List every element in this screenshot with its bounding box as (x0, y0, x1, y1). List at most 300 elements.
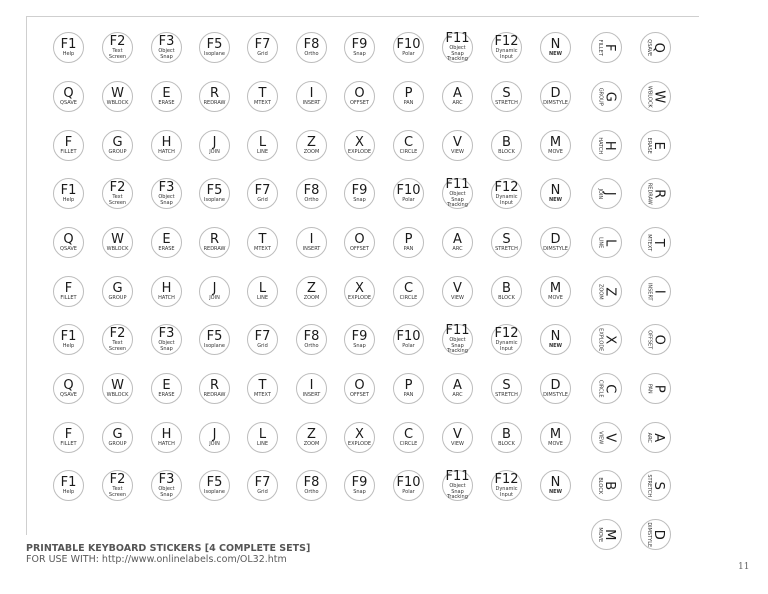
sticker-command-label: FILLET (60, 294, 77, 301)
sticker-command-label: OFFSET (350, 391, 369, 398)
key-sticker (591, 324, 622, 355)
sticker-command-label: Ortho (304, 342, 319, 349)
sticker-command-label: NEW (548, 342, 563, 349)
sticker-command-label: INSERT (302, 391, 321, 398)
key-sticker (344, 373, 375, 404)
key-sticker (640, 519, 671, 550)
key-sticker (247, 130, 278, 161)
sticker-command-label: CIRCLE (399, 148, 418, 155)
sticker-key-letter: E (162, 85, 171, 101)
key-sticker (247, 227, 278, 258)
sticker-key-letter: H (161, 280, 172, 296)
sticker-key-letter: F3 (158, 180, 175, 195)
sticker-command-label: REDRAW (203, 99, 226, 106)
key-sticker (151, 324, 182, 355)
sticker-key-letter: Z (307, 280, 316, 296)
sticker-command-label: Grid (257, 50, 268, 57)
sticker-key-letter: F7 (254, 474, 271, 490)
key-sticker (247, 32, 278, 63)
sticker-command-label: STRETCH (646, 474, 653, 497)
key-sticker (199, 470, 230, 501)
sticker-command-label: QSAVE (60, 245, 77, 252)
sticker-command-label: MOVE (548, 148, 563, 155)
sticker-key-letter: D (651, 529, 667, 540)
sticker-key-letter: F12 (494, 472, 519, 487)
sticker-command-label: EXPLODE (347, 440, 372, 447)
sticker-key-letter: Z (307, 134, 316, 150)
sticker-command-label: OFFSET (646, 330, 653, 349)
sticker-key-letter: L (602, 238, 618, 247)
sticker-key-letter: P (651, 384, 667, 393)
key-sticker (640, 373, 671, 404)
key-sticker (640, 227, 671, 258)
sticker-key-letter: B (502, 134, 511, 150)
key-sticker (640, 178, 671, 209)
key-sticker (591, 470, 622, 501)
key-sticker (591, 178, 622, 209)
sticker-command-label: Grid (257, 342, 268, 349)
sticker-key-letter: F7 (254, 328, 271, 344)
sticker-command-label: Object Snap (158, 48, 175, 60)
sticker-key-letter: R (651, 188, 667, 199)
sticker-command-label: EXPLODE (597, 327, 604, 352)
sticker-key-letter: A (453, 231, 462, 247)
key-sticker (442, 178, 473, 209)
sticker-command-label: Ortho (304, 50, 319, 57)
key-sticker (296, 324, 327, 355)
key-sticker (591, 81, 622, 112)
sticker-command-label: Isoplane (203, 50, 225, 57)
sticker-command-label: MTEXT (254, 391, 271, 398)
sticker-command-label: FILLET (60, 440, 77, 447)
sticker-command-label: BLOCK (597, 477, 604, 494)
key-sticker (491, 422, 522, 453)
sticker-key-letter: O (354, 85, 365, 101)
sticker-command-label: ERASE (646, 137, 653, 154)
page-border-top (26, 16, 699, 17)
key-sticker (151, 227, 182, 258)
page-border-left (26, 16, 27, 535)
sticker-command-label: PAN (403, 245, 414, 252)
sticker-key-letter: C (403, 426, 414, 442)
sticker-command-label: REDRAW (203, 391, 226, 398)
sticker-command-label: JOIN (209, 440, 220, 447)
sticker-command-label: FILLET (597, 39, 604, 56)
sticker-key-letter: F2 (109, 180, 126, 195)
sticker-key-letter: J (212, 280, 217, 296)
sticker-command-label: QSAVE (60, 391, 77, 398)
sticker-key-letter: F12 (494, 180, 519, 195)
sticker-key-letter: B (502, 426, 511, 442)
sticker-command-label: LINE (256, 294, 269, 301)
key-sticker (393, 81, 424, 112)
sticker-command-label: ERASE (158, 99, 175, 106)
key-sticker (491, 373, 522, 404)
sticker-key-letter: V (453, 134, 462, 150)
sticker-key-letter: V (453, 426, 462, 442)
key-sticker (393, 130, 424, 161)
key-sticker (102, 373, 133, 404)
sticker-key-letter: F9 (351, 36, 368, 52)
sticker-command-label: Dynamic Input (495, 194, 518, 206)
key-sticker (247, 373, 278, 404)
sticker-command-label: Object Snap (158, 194, 175, 206)
sticker-key-letter: M (602, 528, 618, 541)
key-sticker (344, 32, 375, 63)
sticker-command-label: EXPLODE (347, 294, 372, 301)
sticker-command-label: Text Screen (108, 486, 127, 498)
sticker-key-letter: F7 (254, 182, 271, 198)
sticker-command-label: REDRAW (203, 245, 226, 252)
key-sticker (199, 178, 230, 209)
sticker-key-letter: J (602, 191, 618, 196)
sticker-command-label: PAN (646, 383, 653, 394)
sticker-command-label: WBLOCK (106, 245, 129, 252)
key-sticker (53, 373, 84, 404)
sticker-key-letter: F11 (445, 469, 470, 485)
sticker-command-label: QSAVE (60, 99, 77, 106)
key-sticker (393, 422, 424, 453)
sticker-command-label: GROUP (108, 440, 127, 447)
sticker-command-label: Help (62, 50, 75, 57)
sticker-key-letter: H (161, 426, 172, 442)
sticker-key-letter: F (64, 426, 73, 442)
key-sticker (540, 32, 571, 63)
sticker-command-label: PAN (403, 99, 414, 106)
key-sticker (393, 373, 424, 404)
key-sticker (640, 422, 671, 453)
key-sticker (53, 422, 84, 453)
key-sticker (53, 276, 84, 307)
key-sticker (344, 227, 375, 258)
sticker-command-label: HATCH (158, 440, 175, 447)
key-sticker (442, 81, 473, 112)
sticker-key-letter: F (64, 280, 73, 296)
sticker-key-letter: D (550, 85, 561, 101)
sticker-command-label: Snap (353, 342, 366, 349)
sticker-key-letter: F8 (303, 474, 320, 490)
key-sticker (102, 470, 133, 501)
sticker-command-label: BLOCK (498, 148, 515, 155)
sticker-key-letter: F5 (206, 182, 223, 198)
key-sticker (53, 324, 84, 355)
sticker-command-label: STRETCH (495, 99, 518, 106)
sticker-key-letter: F11 (445, 323, 470, 339)
key-sticker (247, 470, 278, 501)
sticker-command-label: LINE (597, 236, 604, 249)
key-sticker (491, 227, 522, 258)
sticker-key-letter: H (161, 134, 172, 150)
sticker-key-letter: F12 (494, 34, 519, 49)
key-sticker (591, 373, 622, 404)
sticker-command-label: CIRCLE (597, 379, 604, 398)
sticker-command-label: MOVE (548, 294, 563, 301)
sticker-command-label: INSERT (302, 245, 321, 252)
sticker-command-label: ERASE (158, 245, 175, 252)
sticker-key-letter: W (651, 90, 667, 103)
sticker-command-label: ARC (452, 391, 463, 398)
key-sticker (540, 470, 571, 501)
sticker-key-letter: F1 (60, 182, 77, 198)
sticker-command-label: MTEXT (254, 99, 271, 106)
sticker-key-letter: F10 (396, 328, 421, 344)
sticker-key-letter: X (355, 426, 364, 442)
sticker-key-letter: G (112, 280, 123, 296)
key-sticker (247, 324, 278, 355)
sticker-key-letter: N (550, 182, 561, 198)
key-sticker (491, 130, 522, 161)
sticker-key-letter: I (651, 289, 667, 294)
sticker-command-label: JOIN (597, 188, 604, 199)
sticker-command-label: Text Screen (108, 48, 127, 60)
sticker-command-label: Snap (353, 196, 366, 203)
key-sticker (247, 422, 278, 453)
sticker-command-label: VIEW (451, 440, 464, 447)
sticker-key-letter: F2 (109, 34, 126, 49)
sticker-command-label: Help (62, 488, 75, 495)
sticker-key-letter: M (549, 426, 562, 442)
sticker-key-letter: F9 (351, 328, 368, 344)
sticker-command-label: Isoplane (203, 196, 225, 203)
sticker-command-label: Ortho (304, 488, 319, 495)
sticker-command-label: WBLOCK (646, 85, 653, 108)
sticker-command-label: Dynamic Input (495, 48, 518, 60)
key-sticker (344, 81, 375, 112)
sticker-key-letter: D (550, 377, 561, 393)
key-sticker (296, 227, 327, 258)
sticker-command-label: Dynamic Input (495, 340, 518, 352)
key-sticker (640, 130, 671, 161)
key-sticker (344, 130, 375, 161)
sticker-command-label: GROUP (108, 148, 127, 155)
sticker-key-letter: F (602, 43, 618, 52)
key-sticker (151, 276, 182, 307)
sticker-key-letter: W (111, 85, 124, 101)
key-sticker (296, 32, 327, 63)
sticker-command-label: Object Snap (158, 486, 175, 498)
sticker-command-label: INSERT (646, 282, 653, 301)
sticker-key-letter: F1 (60, 328, 77, 344)
sticker-command-label: MTEXT (254, 245, 271, 252)
sticker-key-letter: X (355, 134, 364, 150)
key-sticker (102, 324, 133, 355)
sticker-key-letter: J (212, 426, 217, 442)
sticker-command-label: STRETCH (495, 391, 518, 398)
sticker-key-letter: Q (651, 42, 667, 53)
key-sticker (491, 178, 522, 209)
key-sticker (247, 178, 278, 209)
sticker-key-letter: S (502, 85, 511, 101)
key-sticker (151, 373, 182, 404)
key-sticker (442, 227, 473, 258)
sticker-key-letter: S (502, 231, 511, 247)
sticker-key-letter: F9 (351, 182, 368, 198)
key-sticker (102, 130, 133, 161)
sticker-command-label: Help (62, 196, 75, 203)
sticker-command-label: ZOOM (597, 283, 604, 300)
page-number: 11 (738, 562, 750, 572)
sticker-key-letter: O (354, 231, 365, 247)
sticker-command-label: Object Snap Tracking (447, 337, 468, 355)
key-sticker (344, 422, 375, 453)
key-sticker (296, 178, 327, 209)
key-sticker (640, 324, 671, 355)
sticker-command-label: NEW (548, 488, 563, 495)
key-sticker (151, 81, 182, 112)
key-sticker (247, 81, 278, 112)
key-sticker (491, 81, 522, 112)
key-sticker (102, 81, 133, 112)
sticker-command-label: Snap (353, 488, 366, 495)
key-sticker (640, 32, 671, 63)
key-sticker (442, 470, 473, 501)
sticker-command-label: ZOOM (303, 440, 320, 447)
sticker-key-letter: M (549, 134, 562, 150)
sticker-command-label: Dynamic Input (495, 486, 518, 498)
key-sticker (540, 276, 571, 307)
sticker-command-label: WBLOCK (106, 391, 129, 398)
sticker-key-letter: A (651, 433, 667, 442)
sticker-command-label: Text Screen (108, 194, 127, 206)
sticker-command-label: WBLOCK (106, 99, 129, 106)
sticker-command-label: ZOOM (303, 294, 320, 301)
sticker-command-label: Polar (402, 196, 415, 203)
key-sticker (540, 227, 571, 258)
sticker-command-label: BLOCK (498, 440, 515, 447)
key-sticker (393, 32, 424, 63)
key-sticker (540, 81, 571, 112)
sticker-command-label: ARC (646, 432, 653, 443)
sticker-command-label: GROUP (597, 87, 604, 106)
sticker-command-label: FILLET (60, 148, 77, 155)
key-sticker (151, 422, 182, 453)
sticker-command-label: HATCH (158, 294, 175, 301)
sticker-command-label: VIEW (597, 431, 604, 444)
sticker-command-label: HATCH (597, 137, 604, 154)
sticker-command-label: DIMSTYLE (646, 522, 653, 547)
sticker-key-letter: R (209, 377, 220, 393)
sticker-key-letter: L (258, 280, 267, 296)
key-sticker (640, 81, 671, 112)
sticker-command-label: DIMSTYLE (543, 245, 568, 252)
key-sticker (591, 276, 622, 307)
sticker-key-letter: F12 (494, 326, 519, 341)
sticker-key-letter: F (64, 134, 73, 150)
sticker-key-letter: X (602, 335, 618, 344)
sticker-key-letter: A (453, 85, 462, 101)
sticker-key-letter: F8 (303, 182, 320, 198)
sticker-command-label: LINE (256, 148, 269, 155)
key-sticker (151, 130, 182, 161)
key-sticker (102, 276, 133, 307)
key-sticker (393, 470, 424, 501)
key-sticker (53, 130, 84, 161)
sticker-key-letter: R (209, 85, 220, 101)
sticker-command-label: LINE (256, 440, 269, 447)
key-sticker (591, 227, 622, 258)
sticker-key-letter: C (602, 383, 618, 394)
key-sticker (491, 276, 522, 307)
sticker-key-letter: F10 (396, 182, 421, 198)
key-sticker (102, 178, 133, 209)
sticker-command-label: Grid (257, 488, 268, 495)
sticker-key-letter: X (355, 280, 364, 296)
key-sticker (640, 470, 671, 501)
sticker-key-letter: F9 (351, 474, 368, 490)
key-sticker (199, 324, 230, 355)
sticker-key-letter: R (209, 231, 220, 247)
sticker-key-letter: V (602, 433, 618, 442)
sticker-command-label: ARC (452, 245, 463, 252)
key-sticker (344, 324, 375, 355)
sticker-key-letter: B (602, 481, 618, 490)
sticker-command-label: JOIN (209, 294, 220, 301)
key-sticker (296, 470, 327, 501)
sticker-key-letter: F3 (158, 34, 175, 49)
sticker-key-letter: T (258, 85, 267, 101)
sticker-key-letter: F5 (206, 474, 223, 490)
key-sticker (393, 276, 424, 307)
sticker-command-label: NEW (548, 50, 563, 57)
key-sticker (199, 373, 230, 404)
sticker-key-letter: I (309, 377, 314, 393)
sticker-key-letter: N (550, 474, 561, 490)
key-sticker (491, 32, 522, 63)
sticker-key-letter: F8 (303, 328, 320, 344)
sticker-command-label: Object Snap Tracking (447, 45, 468, 63)
sticker-key-letter: F11 (445, 31, 470, 47)
sticker-command-label: Isoplane (203, 488, 225, 495)
sticker-command-label: HATCH (158, 148, 175, 155)
sticker-command-label: BLOCK (498, 294, 515, 301)
sticker-key-letter: C (403, 280, 414, 296)
sticker-command-label: Snap (353, 50, 366, 57)
sticker-command-label: OFFSET (350, 99, 369, 106)
key-sticker (442, 130, 473, 161)
sticker-key-letter: F5 (206, 328, 223, 344)
key-sticker (296, 81, 327, 112)
sticker-key-letter: G (602, 91, 618, 102)
sticker-command-label: STRETCH (495, 245, 518, 252)
sticker-command-label: VIEW (451, 294, 464, 301)
sticker-command-label: Isoplane (203, 342, 225, 349)
sticker-key-letter: W (111, 377, 124, 393)
sticker-command-label: NEW (548, 196, 563, 203)
key-sticker (393, 324, 424, 355)
key-sticker (199, 32, 230, 63)
sticker-command-label: Polar (402, 488, 415, 495)
sticker-key-letter: N (550, 328, 561, 344)
key-sticker (199, 276, 230, 307)
key-sticker (296, 373, 327, 404)
sticker-key-letter: E (651, 141, 667, 150)
sticker-key-letter: T (258, 231, 267, 247)
sticker-key-letter: D (550, 231, 561, 247)
key-sticker (199, 81, 230, 112)
sticker-key-letter: F1 (60, 474, 77, 490)
key-sticker (591, 32, 622, 63)
key-sticker (102, 227, 133, 258)
key-sticker (344, 470, 375, 501)
sticker-key-letter: Q (63, 231, 74, 247)
sticker-key-letter: F3 (158, 472, 175, 487)
sticker-key-letter: A (453, 377, 462, 393)
sticker-key-letter: I (309, 85, 314, 101)
key-sticker (344, 178, 375, 209)
sticker-key-letter: C (403, 134, 414, 150)
sticker-key-letter: E (162, 377, 171, 393)
sticker-key-letter: H (602, 140, 618, 151)
